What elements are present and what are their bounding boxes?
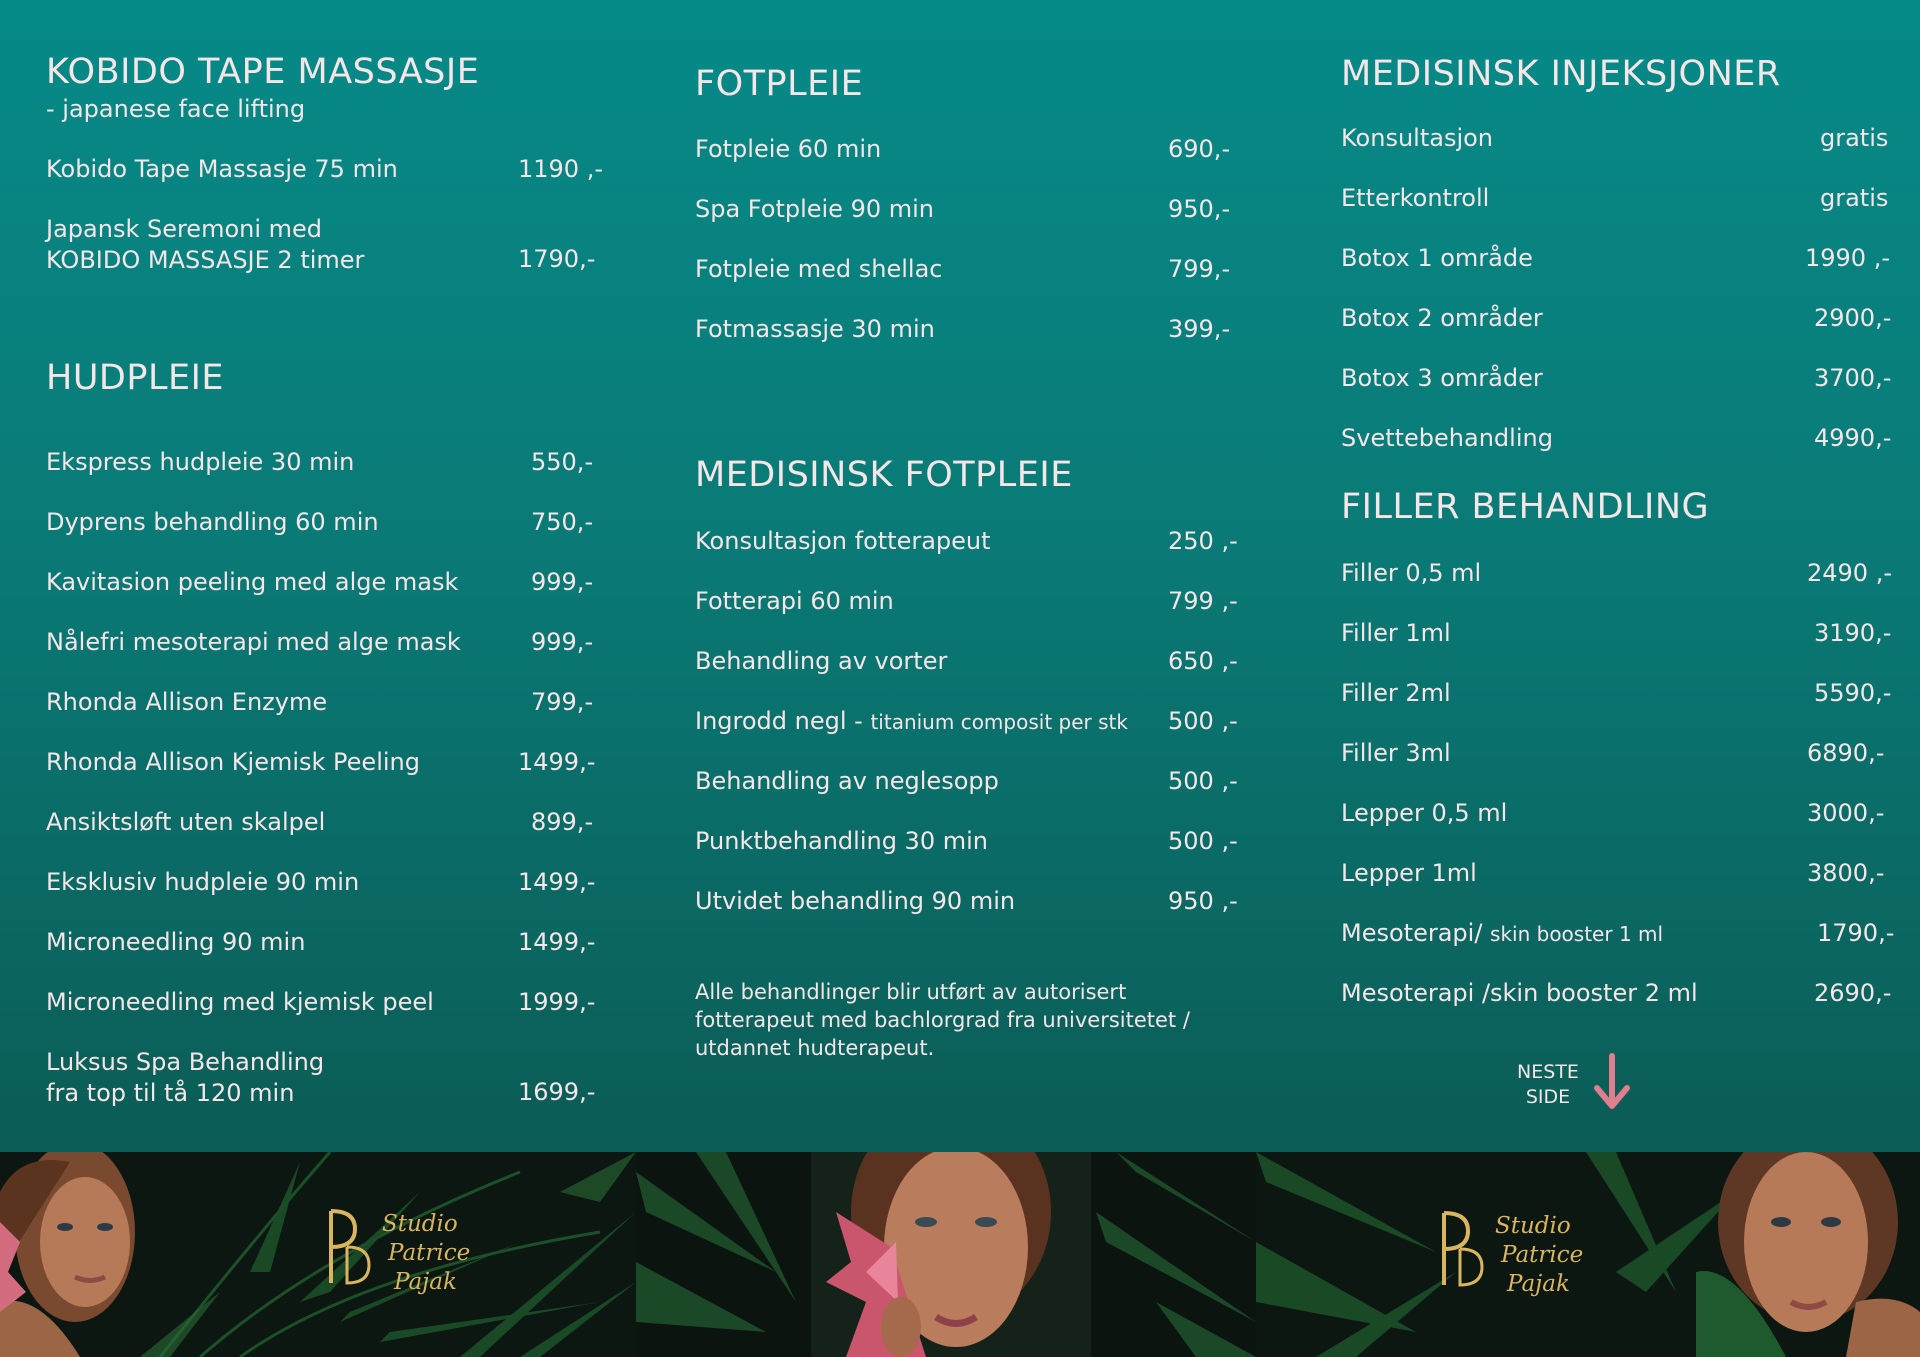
image-strip [0, 1152, 1920, 1357]
item-name: Fotpleie 60 min [695, 135, 882, 163]
item-price: 2900,- [1814, 304, 1892, 332]
list-item [1341, 424, 1892, 464]
item-price: 799,- [531, 688, 594, 716]
list-item [46, 868, 596, 908]
item-name: Luksus Spa Behandling fra top til tå 120 min [46, 1048, 325, 1107]
item-price: 950,- [1168, 195, 1231, 223]
next-page-line2: SIDE [1525, 1086, 1571, 1108]
list-item [1341, 919, 1895, 959]
list-item [695, 647, 1240, 687]
item-name: Fotmassasje 30 min [695, 315, 935, 343]
item-price: 799,- [1168, 255, 1231, 283]
item-name: Svettebehandling [1341, 424, 1553, 452]
item-name: Mesoterapi/ skin booster 1 ml [1341, 919, 1664, 947]
list-item [46, 568, 596, 608]
item-price: 999,- [531, 568, 594, 596]
list-item [695, 527, 1240, 567]
list-item [1341, 184, 1887, 224]
list-item [695, 135, 1240, 175]
filler-heading: FILLER BEHANDLING [1341, 487, 1710, 527]
list-item [1341, 679, 1892, 719]
woman-portrait [0, 1152, 150, 1357]
item-name: Botox 1 område [1341, 244, 1533, 272]
item-price: 750,- [531, 508, 594, 536]
footnote: Alle behandlinger blir utført av autorisert fotterapeut med bachlorgrad fra universitetet / utdannet hudterapeut. [695, 980, 1190, 1060]
item-price: 1790,- [1817, 919, 1895, 947]
item-price: 1990 ,- [1805, 244, 1890, 272]
item-name: Fotterapi 60 min [695, 587, 894, 615]
item-price: 3800,- [1807, 859, 1885, 887]
item-price: gratis [1820, 124, 1889, 152]
list-item [1341, 859, 1887, 899]
item-price: 250 ,- [1168, 527, 1238, 555]
item-name: Etterkontroll [1341, 184, 1490, 212]
item-name: Nålefri mesoterapi med alge mask [46, 628, 461, 656]
item-price: 5590,- [1814, 679, 1892, 707]
fotpleie-heading: FOTPLEIE [695, 64, 864, 104]
item-price: 550,- [531, 448, 594, 476]
item-name: Filler 0,5 ml [1341, 559, 1482, 587]
list-item [1341, 559, 1892, 599]
list-item [46, 214, 596, 280]
medisinsk-fotpleie-heading: MEDISINSK FOTPLEIE [695, 455, 1073, 495]
item-name: Ingrodd negl - titanium composit per stk [695, 707, 1128, 735]
list-item [695, 707, 1240, 747]
list-item [695, 827, 1240, 867]
list-item [46, 748, 596, 788]
list-item [695, 767, 1240, 807]
list-item [1341, 244, 1890, 284]
item-price: 500 ,- [1168, 707, 1238, 735]
item-name: Ekspress hudpleie 30 min [46, 448, 355, 476]
item-name: Dyprens behandling 60 min [46, 508, 379, 536]
list-item [695, 315, 1240, 355]
item-name: Botox 2 områder [1341, 304, 1543, 332]
list-item [1341, 739, 1887, 779]
list-item [1341, 979, 1892, 1019]
logo-monogram-icon [325, 1207, 375, 1287]
item-price: 3000,- [1807, 799, 1885, 827]
item-name: Punktbehandling 30 min [695, 827, 988, 855]
item-price: 500 ,- [1168, 767, 1238, 795]
list-item [46, 1047, 596, 1113]
arrow-down-icon[interactable] [1592, 1052, 1632, 1112]
studio-logo-text: Studio Patrice Pajak [382, 1211, 471, 1295]
item-name: Botox 3 områder [1341, 364, 1543, 392]
list-item [1341, 799, 1887, 839]
list-item [695, 255, 1240, 295]
item-price: 799 ,- [1168, 587, 1238, 615]
item-name: Rhonda Allison Kjemisk Peeling [46, 748, 420, 776]
kobido-subheading: - japanese face lifting [46, 95, 306, 123]
item-name: Filler 2ml [1341, 679, 1451, 707]
item-name: Microneedling med kjemisk peel [46, 988, 434, 1016]
item-name: Rhonda Allison Enzyme [46, 688, 328, 716]
kobido-heading: KOBIDO TAPE MASSASJE [46, 52, 480, 92]
list-item [46, 448, 596, 488]
list-item [1341, 124, 1887, 164]
item-name: Lepper 1ml [1341, 859, 1477, 887]
logo-monogram-icon [1438, 1209, 1488, 1289]
item-price: 950 ,- [1168, 887, 1238, 915]
list-item [46, 928, 596, 968]
item-name: Lepper 0,5 ml [1341, 799, 1508, 827]
item-name: Mesoterapi /skin booster 2 ml [1341, 979, 1698, 1007]
item-price: 2690,- [1814, 979, 1892, 1007]
list-item [695, 587, 1240, 627]
item-price: 3190,- [1814, 619, 1892, 647]
item-name: Japansk Seremoni med KOBIDO MASSASJE 2 timer [46, 215, 365, 274]
item-name: Kobido Tape Massasje 75 min [46, 155, 398, 183]
item-price: 1699,- [518, 1078, 596, 1106]
item-price: gratis [1820, 184, 1889, 212]
injeksjoner-heading: MEDISINSK INJEKSJONER [1341, 54, 1781, 94]
item-price: 6890,- [1807, 739, 1885, 767]
studio-logo-text: Studio Patrice Pajak [1495, 1213, 1584, 1297]
list-item [1341, 364, 1892, 404]
list-item [46, 508, 596, 548]
item-price: 399,- [1168, 315, 1231, 343]
item-name: Filler 1ml [1341, 619, 1451, 647]
item-price: 1790,- [518, 245, 596, 273]
list-item [1341, 304, 1892, 344]
item-name: Konsultasjon fotterapeut [695, 527, 991, 555]
item-name: Utvidet behandling 90 min [695, 887, 1016, 915]
list-item [46, 988, 596, 1028]
item-price: 1499,- [518, 748, 596, 776]
item-name: Fotpleie med shellac [695, 255, 943, 283]
item-price: 1190 ,- [518, 155, 603, 183]
item-name: Eksklusiv hudpleie 90 min [46, 868, 360, 896]
list-item [695, 887, 1240, 927]
photo-panel-left [0, 1152, 636, 1357]
list-item [695, 195, 1240, 235]
item-price: 1999,- [518, 988, 596, 1016]
item-price: 1499,- [518, 928, 596, 956]
photo-panel-right [1256, 1152, 1920, 1357]
item-price: 1499,- [518, 868, 596, 896]
list-item [46, 688, 596, 728]
item-name: Konsultasjon [1341, 124, 1494, 152]
item-price: 3700,- [1814, 364, 1892, 392]
item-price: 999,- [531, 628, 594, 656]
list-item [46, 808, 596, 848]
next-page-label[interactable] [1508, 1060, 1588, 1110]
item-name: Spa Fotpleie 90 min [695, 195, 935, 223]
item-price: 690,- [1168, 135, 1231, 163]
list-item [1341, 619, 1892, 659]
item-name: Ansiktsløft uten skalpel [46, 808, 326, 836]
item-name: Kavitasion peeling med alge mask [46, 568, 459, 596]
item-price: 4990,- [1814, 424, 1892, 452]
item-name: Filler 3ml [1341, 739, 1451, 767]
woman-portrait [1696, 1152, 1920, 1357]
item-price: 2490 ,- [1807, 559, 1892, 587]
next-page-line1: NESTE [1517, 1061, 1579, 1083]
item-name: Behandling av neglesopp [695, 767, 999, 795]
item-price: 650 ,- [1168, 647, 1238, 675]
item-price: 500 ,- [1168, 827, 1238, 855]
list-item [46, 155, 603, 195]
item-name: Microneedling 90 min [46, 928, 306, 956]
item-name: Behandling av vorter [695, 647, 948, 675]
item-price: 899,- [531, 808, 594, 836]
list-item [46, 628, 596, 668]
hudpleie-heading: HUDPLEIE [46, 358, 225, 398]
photo-panel-middle [636, 1152, 1256, 1357]
woman-with-flower-photo [636, 1152, 1256, 1357]
